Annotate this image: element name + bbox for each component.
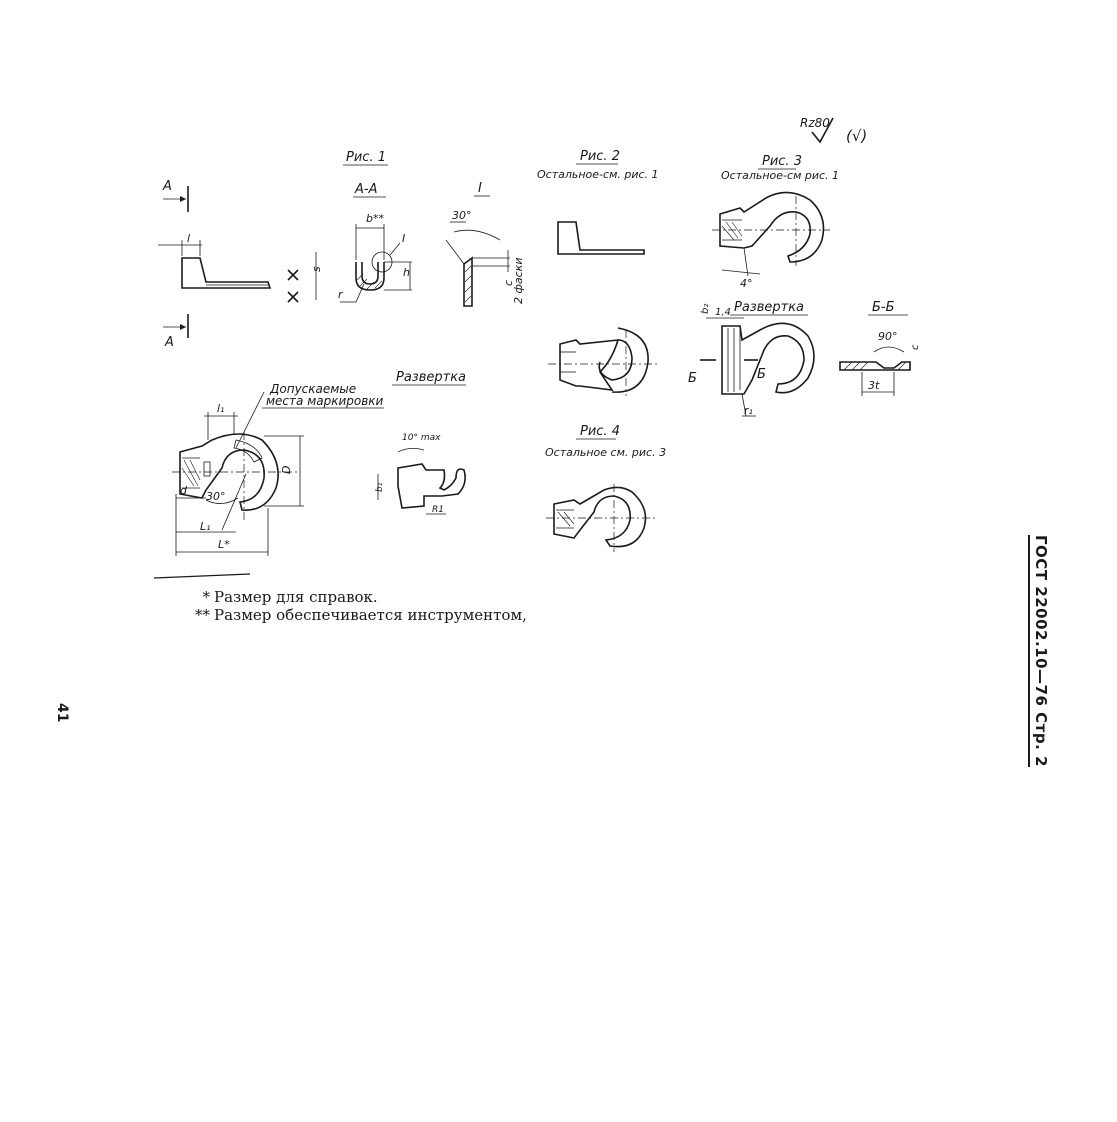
section-letter-top: А	[163, 179, 172, 194]
footnote-1-mark: *	[202, 588, 210, 606]
dim-angle-4: 4°	[740, 277, 753, 290]
detail-title: I	[478, 181, 482, 196]
figure-4	[545, 424, 666, 552]
blank-side-view	[182, 258, 270, 288]
side-page-number: 41	[54, 703, 70, 723]
dim-L1: L₁	[200, 520, 211, 533]
footnote-2-mark: **	[195, 606, 210, 624]
fig1-title: Рис. 1	[346, 150, 386, 165]
dim-r1: r₁	[744, 404, 753, 417]
small-unfold-label: Развертка	[396, 370, 467, 385]
gost-header: ГОСТ 22002.10—76 Стр. 2	[1028, 535, 1050, 767]
fig4-hook	[554, 487, 646, 546]
fig4-title: Рис. 4	[580, 424, 620, 439]
dim-b: b**	[366, 212, 384, 225]
dim-c: c	[502, 279, 515, 286]
fig2-hook-view	[548, 328, 660, 396]
dim-R1: R1	[432, 505, 444, 515]
flatness-icon-2	[288, 292, 298, 302]
dim-s: s	[310, 266, 323, 272]
fig3-unfold-label: Развертка	[734, 300, 805, 315]
dim-1-4: 1,4	[715, 307, 731, 318]
detail-ref: I	[402, 232, 406, 245]
footnote-1-text: Размер для справок.	[214, 588, 378, 606]
flatness-icon	[288, 270, 298, 280]
dim-b2: b₂	[700, 303, 711, 314]
small-unfold-shape	[398, 464, 465, 508]
footnote-1	[190, 588, 527, 606]
fig3-note: Остальное-см рис. 1	[721, 169, 840, 182]
footnotes	[190, 588, 527, 624]
section-b-left: Б	[688, 371, 697, 386]
section-b-right: Б	[757, 367, 766, 382]
footnote-2-text: Размер обеспечивается инструментом,	[214, 606, 527, 624]
dim-angle-30b: 30°	[206, 490, 226, 503]
dim-r: r	[338, 288, 343, 301]
figure-3	[688, 154, 921, 417]
roughness-value: Rz80	[800, 116, 830, 130]
figure-2	[537, 149, 659, 254]
small-unfold	[375, 370, 466, 515]
dim-c-bb: c	[910, 344, 921, 350]
section-bb-label: Б-Б	[872, 300, 895, 315]
fig4-note: Остальное см. рис. 3	[545, 446, 667, 459]
dim-angle-90: 90°	[878, 330, 898, 343]
footnote-separator	[154, 574, 250, 578]
fig3-unfold-hook	[722, 323, 814, 394]
dim-angle-30: 30°	[452, 209, 472, 222]
dim-l: l	[187, 232, 191, 245]
dim-L: L*	[218, 538, 230, 551]
fig2-blank	[558, 222, 644, 254]
dim-3t: 3t	[868, 379, 880, 392]
fig2-note: Остальное-см. рис. 1	[537, 168, 659, 181]
figure-1	[158, 150, 525, 350]
roughness-symbol	[800, 116, 867, 145]
section-aa-label: А-А	[355, 182, 378, 197]
fig3-title: Рис. 3	[762, 154, 802, 169]
dim-D: D	[280, 465, 293, 474]
roughness-paren: (√)	[846, 127, 868, 145]
marking-view	[172, 382, 384, 556]
dim-l1-top: l₁	[217, 402, 225, 415]
dim-h: h	[403, 266, 410, 279]
marking-label-2: места маркировки	[266, 394, 384, 408]
dim-chamfer: 2 фаски	[512, 257, 525, 304]
fig2-title: Рис. 2	[580, 149, 620, 164]
dim-d: d	[180, 484, 187, 497]
dim-angle-10max: 10° max	[402, 433, 441, 443]
dim-b1: b₁	[375, 482, 385, 492]
section-letter-bottom: А	[165, 335, 174, 350]
footnote-2	[190, 606, 527, 624]
marking-label-1: Допускаемые	[270, 382, 357, 396]
